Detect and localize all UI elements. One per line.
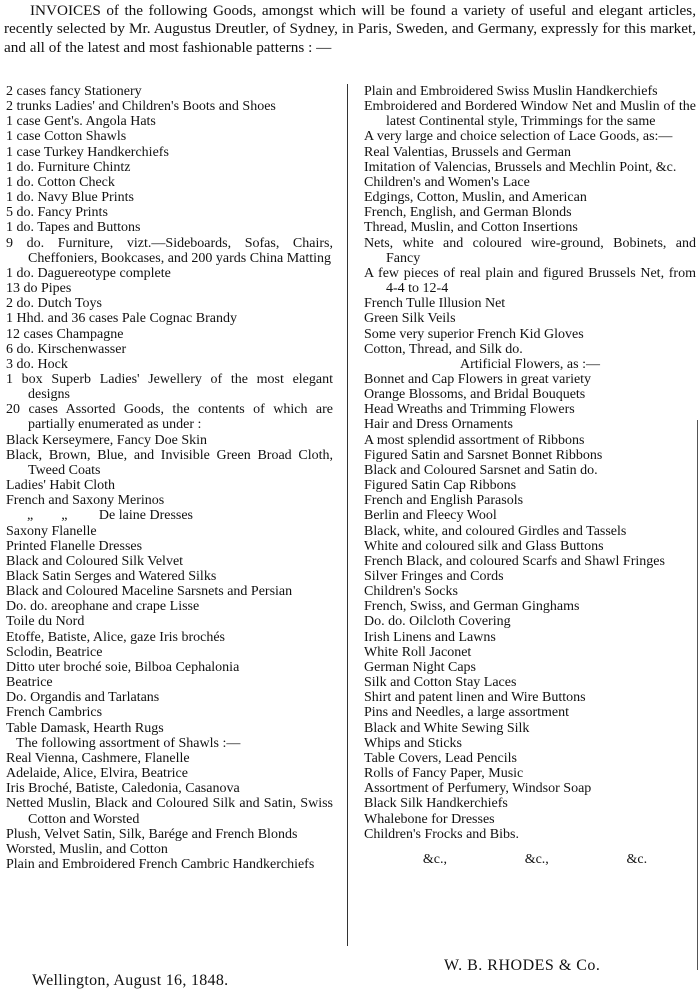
list-item: Thread, Muslin, and Cotton Insertions — [364, 220, 578, 236]
list-item: Plush, Velvet Satin, Silk, Barége and French Blonds — [6, 826, 298, 842]
list-item: Black Satin Serges and Watered Silks — [6, 569, 217, 584]
list-item: White Roll Jaconet — [364, 644, 472, 660]
list-item: Etoffe, Batiste, Alice, gaze Iris brochés — [6, 629, 225, 645]
list-item: Do. do. Oilcloth Covering — [364, 614, 511, 630]
list-item: Do. do. areophane and crape Lisse — [6, 599, 200, 615]
list-item: 3 do. Hock — [6, 356, 68, 372]
etc-mark: &c., — [422, 851, 447, 867]
list-item: French Tulle Illusion Net — [364, 296, 506, 312]
list-item: Sclodin, Beatrice — [6, 644, 103, 660]
list-item: Children's and Women's Lace — [364, 174, 530, 190]
list-item: Netted Muslin, Black and Coloured Silk and Satin, Swiss Cotton and Worsted — [6, 796, 333, 827]
intro-text: INVOICES of the following Goods, amongst which will be found a variety of useful and elegant articles, recently selected by Mr. Augustus Dreutler, of Sydney, in Paris, Sweden, and Germany, expressly for this market, and all of the latest and most fashionable patterns : — — [4, 2, 696, 56]
list-item: Iris Broché, Batiste, Caledonia, Casanova — [6, 781, 240, 797]
list-item: 1 do. Daguereotype complete — [6, 265, 171, 281]
list-item: Bonnet and Cap Flowers in great variety — [364, 371, 592, 387]
list-item: Black, white, and coloured Girdles and Tassels — [364, 523, 627, 539]
etc-mark: &c., — [524, 851, 549, 867]
list-item: Plain and Embroidered French Cambric Handkerchiefs — [6, 856, 315, 872]
list-item: Whalebone for Dresses — [364, 811, 495, 827]
list-item: French and English Parasols — [364, 493, 524, 509]
list-item: Ladies' Habit Cloth — [6, 478, 116, 494]
list-item: Table Covers, Lead Pencils — [364, 750, 517, 766]
list-item: Rolls of Fancy Paper, Music — [364, 766, 524, 782]
list-item: White and coloured silk and Glass Buttons — [364, 538, 604, 554]
list-item: Assortment of Perfumery, Windsor Soap — [364, 781, 592, 797]
list-item: Plain and Embroidered Swiss Muslin Handkerchiefs — [364, 84, 658, 99]
list-item: Pins and Needles, a large assortment — [364, 705, 570, 721]
list-item: Imitation of Valencias, Brussels and Mechlin Point, &c. — [364, 159, 677, 175]
list-item: Silk and Cotton Stay Laces — [364, 675, 517, 691]
list-item: Do. Organdis and Tarlatans — [6, 690, 160, 706]
list-item: 1 case Gent's. Angola Hats — [6, 114, 156, 130]
list-item: Black Kerseymere, Fancy Doe Skin — [6, 432, 207, 448]
list-item: 12 cases Champagne — [6, 326, 124, 342]
right-column — [364, 84, 696, 867]
list-item: 1 do. Tapes and Buttons — [6, 220, 141, 236]
list-item: Black Silk Handkerchiefs — [364, 796, 508, 812]
list-item: 1 do. Cotton Check — [6, 174, 115, 190]
list-item: Ditto uter broché soie, Bilboa Cephalonia — [6, 659, 240, 675]
list-item: 1 Hhd. and 36 cases Pale Cognac Brandy — [6, 311, 237, 327]
list-item: 2 cases fancy Stationery — [6, 84, 142, 99]
list-item: Printed Flanelle Dresses — [6, 538, 143, 554]
list-item: 6 do. Kirschenwasser — [6, 341, 127, 357]
list-item: „ „ De laine Dresses — [6, 508, 194, 524]
list-item: 2 do. Dutch Toys — [6, 296, 102, 312]
list-item: 1 do. Furniture Chintz — [6, 159, 131, 175]
list-item: 20 cases Assorted Goods, the contents of which are partially enumerated as under : — [6, 402, 333, 433]
list-item: 1 case Turkey Handkerchiefs — [6, 144, 169, 160]
list-item: Hair and Dress Ornaments — [364, 417, 513, 433]
list-item: A most splendid assortment of Ribbons — [364, 432, 585, 448]
etc-row — [364, 842, 696, 867]
list-item: Silver Fringes and Cords — [364, 569, 504, 584]
list-item: French, Swiss, and German Ginghams — [364, 599, 580, 615]
list-item: Real Valentias, Brussels and German — [364, 144, 571, 160]
signature: W. B. RHODES & Co. — [444, 957, 601, 974]
list-item: Black and Coloured Maceline Sarsnets and Persian — [6, 584, 293, 600]
list-item: Black, Brown, Blue, and Invisible Green Broad Cloth, Tweed Coats — [6, 447, 333, 478]
list-item: Black and Coloured Sarsnet and Satin do. — [364, 462, 598, 478]
list-item: A few pieces of real plain and figured Brussels Net, from 4-4 to 12-4 — [364, 265, 696, 297]
list-item: A very large and choice selection of Lace Goods, as:— — [364, 129, 673, 145]
list-item: Beatrice — [6, 675, 53, 691]
list-item: French Black, and coloured Scarfs and Shawl Fringes — [364, 553, 665, 569]
list-item: 9 do. Furniture, vizt.—Sideboards, Sofas, Chairs, Cheffoniers, Bookcases, and 200 yards China Matting — [6, 235, 333, 266]
list-item: Children's Socks — [364, 584, 458, 600]
list-item: Nets, white and coloured wire-ground, Bobinets, and Fancy — [364, 235, 696, 266]
column-divider — [347, 84, 348, 946]
list-item: Figured Satin Cap Ribbons — [364, 478, 517, 494]
list-item: French, English, and German Blonds — [364, 205, 572, 221]
list-item: Green Silk Veils — [364, 311, 456, 327]
list-item: Orange Blossoms, and Bridal Bouquets — [364, 387, 586, 403]
list-item: Figured Satin and Sarsnet Bonnet Ribbons — [364, 447, 603, 463]
list-item: Adelaide, Alice, Elvira, Beatrice — [6, 766, 188, 782]
list-item: 1 do. Navy Blue Prints — [6, 190, 134, 206]
list-item: Head Wreaths and Trimming Flowers — [364, 402, 575, 418]
list-item: Shirt and patent linen and Wire Buttons — [364, 690, 586, 706]
list-item: Toile du Nord — [6, 614, 85, 630]
list-item: Irish Linens and Lawns — [364, 629, 496, 645]
list-item: 2 trunks Ladies' and Children's Boots and Shoes — [6, 99, 276, 115]
list-item: Cotton, Thread, and Silk do. — [364, 341, 523, 357]
list-item: Edgings, Cotton, Muslin, and American — [364, 190, 587, 206]
list-item: Children's Frocks and Bibs. — [364, 826, 519, 842]
list-item: French Cambrics — [6, 705, 103, 721]
list-item: German Night Caps — [364, 659, 476, 675]
list-item: Berlin and Fleecy Wool — [364, 508, 497, 524]
etc-mark: &c. — [626, 851, 648, 867]
right-margin-rule — [697, 420, 698, 970]
list-item: Whips and Sticks — [364, 735, 462, 751]
list-item: 5 do. Fancy Prints — [6, 205, 108, 221]
left-column — [6, 84, 333, 872]
dateline: Wellington, August 16, 1848. — [32, 972, 229, 989]
list-item: French and Saxony Merinos — [6, 493, 165, 509]
list-item: Embroidered and Bordered Window Net and Muslin of the latest Continental style, Trimmings for the same — [364, 99, 696, 130]
list-item: Saxony Flanelle — [6, 523, 97, 539]
list-item: 1 box Superb Ladies' Jewellery of the most elegant designs — [6, 371, 333, 403]
list-item: Black and Coloured Silk Velvet — [6, 553, 184, 569]
list-item: Table Damask, Hearth Rugs — [6, 720, 164, 736]
list-item: Real Vienna, Cashmere, Flanelle — [6, 750, 190, 766]
list-item: Some very superior French Kid Gloves — [364, 326, 584, 342]
intro-paragraph — [4, 2, 696, 57]
list-item: The following assortment of Shawls :— — [16, 735, 241, 751]
list-item: Artificial Flowers, as :— — [460, 356, 600, 372]
list-item: Black and White Sewing Silk — [364, 720, 530, 736]
list-item: 1 case Cotton Shawls — [6, 129, 127, 145]
list-item: 13 do Pipes — [6, 281, 72, 297]
list-item: Worsted, Muslin, and Cotton — [6, 841, 168, 857]
